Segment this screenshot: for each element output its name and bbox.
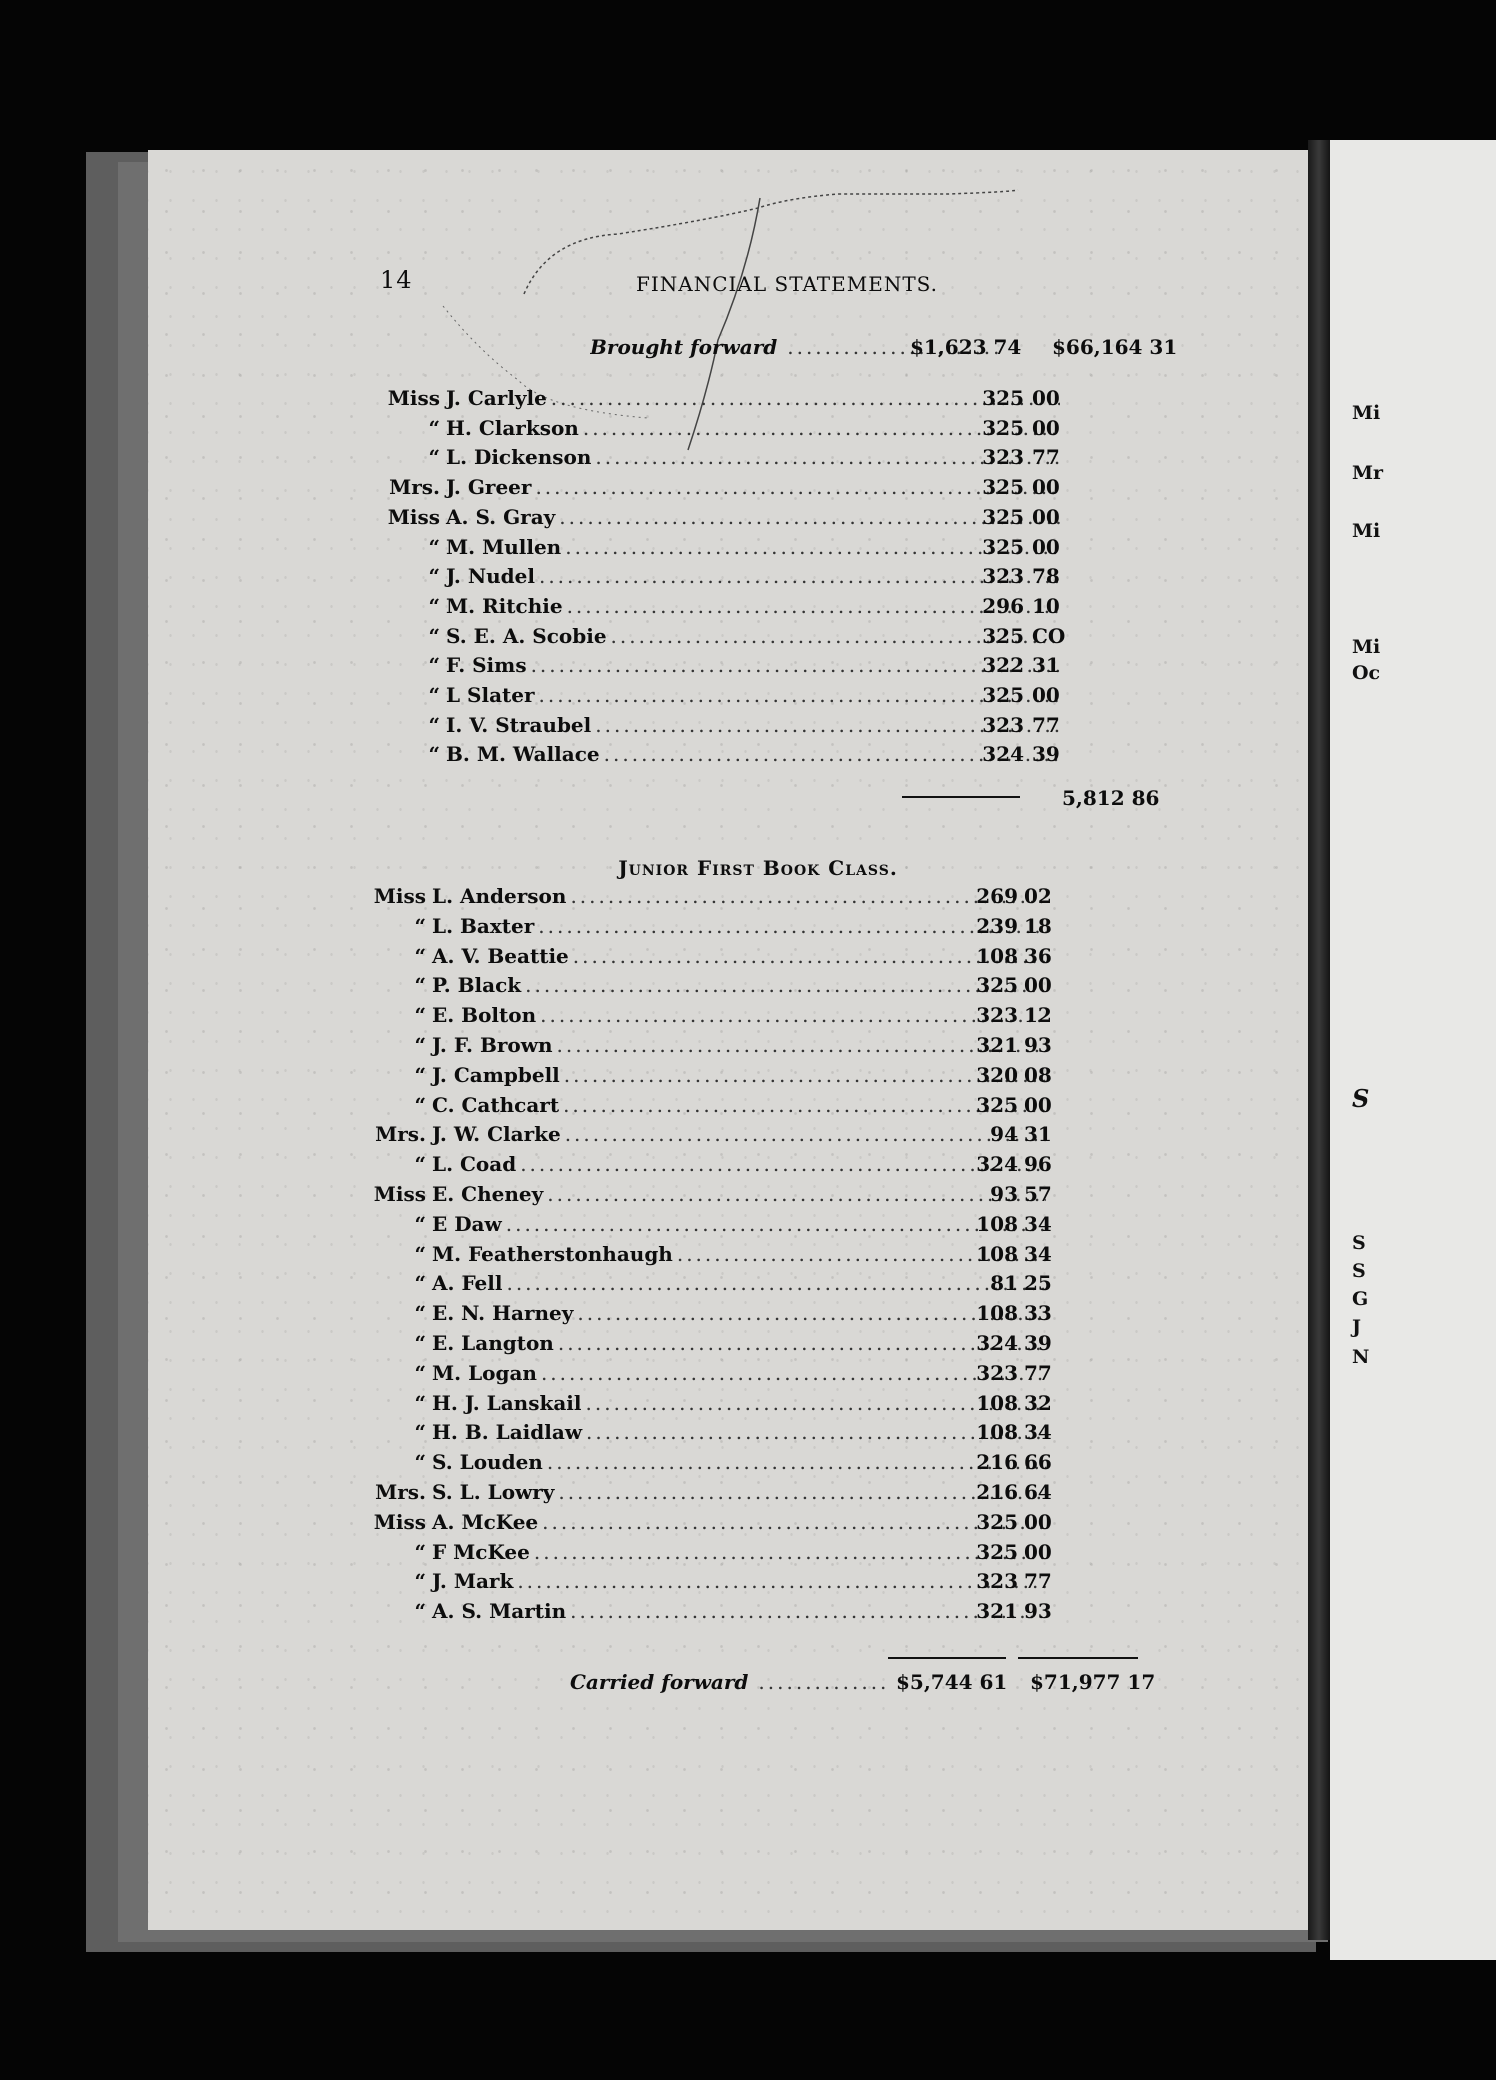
- ledger-row: [148, 1182, 1308, 1210]
- page-number: 14: [380, 266, 413, 294]
- honorific: “: [414, 943, 426, 968]
- amount-dollars: 325: [976, 1509, 1018, 1534]
- amount-cents: 08: [1024, 1062, 1052, 1087]
- amount-cents: 39: [1032, 742, 1060, 767]
- facing-page: [1330, 140, 1496, 1960]
- amount-dollars: 81: [990, 1271, 1018, 1296]
- teacher-name: J. Carlyle: [446, 386, 547, 410]
- ledger-row: [148, 1599, 1308, 1627]
- amount-dollars: 324: [976, 1152, 1018, 1177]
- amount-cents: 31: [1032, 653, 1060, 678]
- honorific: “: [414, 1420, 426, 1445]
- ledger-row: [148, 884, 1308, 912]
- amount-cents: 34: [1024, 1420, 1052, 1445]
- honorific: “: [414, 1211, 426, 1236]
- teacher-name: F McKee: [432, 1539, 530, 1564]
- teacher-name: S. Louden: [432, 1450, 543, 1475]
- amount-cents: 34: [1024, 1241, 1052, 1266]
- amount-dollars: 322: [982, 653, 1024, 678]
- honorific: “: [414, 1241, 426, 1266]
- teacher-name: A. S. Gray: [446, 504, 556, 529]
- amount-cents: 00: [1032, 683, 1060, 707]
- ledger-row: [148, 742, 1308, 770]
- honorific: “: [428, 534, 440, 559]
- carried-forward-row: [148, 1670, 1308, 1698]
- amount-dollars: 94: [990, 1122, 1018, 1147]
- honorific: Mrs.: [375, 1480, 426, 1504]
- teacher-name: E Daw: [432, 1211, 502, 1236]
- ledger-row: [148, 1033, 1308, 1061]
- ledger-row: [148, 1361, 1308, 1389]
- honorific: “: [414, 1390, 426, 1415]
- ledger-page: [148, 150, 1308, 1930]
- amount-cents: 77: [1024, 1569, 1052, 1594]
- amount-dollars: 325: [976, 1539, 1018, 1564]
- teacher-name: L. Baxter: [432, 913, 535, 938]
- amount-dollars: 323: [982, 712, 1024, 737]
- teacher-name: E. Cheney: [432, 1182, 544, 1206]
- brought-forward-label: Brought forward: [590, 335, 778, 359]
- teacher-name: J. Nudel: [446, 564, 535, 589]
- facing-fragment: Mi: [1352, 520, 1381, 542]
- ledger-row: [148, 1540, 1308, 1568]
- honorific: “: [428, 742, 440, 767]
- teacher-name: A. V. Beattie: [432, 943, 569, 968]
- teacher-name: M. Featherstonhaugh: [432, 1241, 673, 1266]
- ledger-row: [148, 914, 1308, 942]
- amount-dollars: 216: [976, 1480, 1018, 1504]
- ledger-row: [148, 1242, 1308, 1270]
- amount-cents: CO: [1032, 623, 1066, 648]
- amount-dollars: 108: [976, 1390, 1018, 1415]
- amount-cents: 10: [1032, 593, 1060, 618]
- ledger-row: [148, 1093, 1308, 1121]
- honorific: Mrs.: [375, 1122, 426, 1147]
- amount-cents: 77: [1032, 712, 1060, 737]
- brought-forward-row: [148, 335, 1308, 363]
- honorific: Miss: [387, 386, 440, 410]
- amount-cents: 00: [1024, 1092, 1052, 1117]
- ledger-row: [148, 1122, 1308, 1150]
- ledger-row: [148, 973, 1308, 1001]
- ledger-row: [148, 1301, 1308, 1329]
- honorific: “: [428, 593, 440, 618]
- honorific: “: [414, 1599, 426, 1624]
- facing-fragment: G: [1352, 1288, 1369, 1310]
- amount-dollars: 320: [976, 1062, 1018, 1087]
- amount-dollars: 108: [976, 1241, 1018, 1266]
- amount-cents: 00: [1024, 1509, 1052, 1534]
- honorific: “: [414, 1033, 426, 1057]
- carried-forward-col2: $71,977 17: [1030, 1670, 1156, 1694]
- amount-cents: 00: [1032, 415, 1060, 440]
- amount-cents: 77: [1032, 445, 1060, 470]
- carried-forward-label: Carried forward: [570, 1670, 749, 1694]
- amount-cents: 93: [1024, 1033, 1052, 1057]
- amount-cents: 12: [1024, 1003, 1052, 1028]
- amount-dollars: 325: [982, 415, 1024, 440]
- teacher-name: J. F. Brown: [432, 1033, 553, 1057]
- ledger-row: [148, 1331, 1308, 1359]
- teacher-name: B. M. Wallace: [446, 742, 600, 767]
- teacher-name: M. Logan: [432, 1360, 537, 1385]
- honorific: “: [414, 1092, 426, 1117]
- honorific: “: [428, 623, 440, 648]
- honorific: “: [428, 653, 440, 678]
- carry-rule-1: [888, 1657, 1006, 1659]
- amount-dollars: 108: [976, 943, 1018, 968]
- amount-cents: 77: [1024, 1360, 1052, 1385]
- honorific: Miss: [373, 1509, 426, 1534]
- amount-cents: 00: [1032, 386, 1060, 410]
- amount-dollars: 239: [976, 913, 1018, 938]
- teacher-name: F. Sims: [446, 653, 527, 678]
- amount-dollars: 323: [976, 1569, 1018, 1594]
- honorific: “: [414, 973, 426, 998]
- amount-cents: 96: [1024, 1152, 1052, 1177]
- amount-dollars: 323: [982, 564, 1024, 589]
- facing-fragment: S: [1352, 1232, 1366, 1254]
- page-title: FINANCIAL STATEMENTS.: [636, 272, 939, 296]
- teacher-name: S. E. A. Scobie: [446, 623, 607, 648]
- amount-cents: 18: [1024, 913, 1052, 938]
- amount-dollars: 321: [976, 1599, 1018, 1624]
- teacher-name: H. J. Lanskail: [432, 1390, 582, 1415]
- facing-fragment: Mi: [1352, 402, 1381, 424]
- ledger-row: [148, 1063, 1308, 1091]
- honorific: Miss: [373, 884, 426, 908]
- facing-fragment: Mi: [1352, 636, 1381, 658]
- amount-dollars: 216: [976, 1450, 1018, 1475]
- ledger-row: [148, 386, 1308, 414]
- amount-cents: 25: [1024, 1271, 1052, 1296]
- amount-cents: 57: [1024, 1182, 1052, 1206]
- honorific: Miss: [387, 504, 440, 529]
- ledger-row: [148, 1152, 1308, 1180]
- facing-fragment: S: [1352, 1260, 1366, 1282]
- book-gutter: [1308, 140, 1330, 1940]
- honorific: “: [414, 1003, 426, 1028]
- section-title: Junior First Book Class.: [618, 856, 898, 880]
- ledger-row: [148, 445, 1308, 473]
- amount-dollars: 325: [982, 504, 1024, 529]
- teacher-name: M. Mullen: [446, 534, 562, 559]
- facing-fragment: S: [1352, 1084, 1370, 1113]
- teacher-name: A. S. Martin: [432, 1599, 567, 1624]
- teacher-name: L Slater: [446, 683, 535, 707]
- honorific: “: [428, 712, 440, 737]
- facing-fragment: J: [1352, 1316, 1361, 1338]
- amount-cents: 78: [1032, 564, 1060, 589]
- amount-dollars: 108: [976, 1301, 1018, 1326]
- teacher-name: S. L. Lowry: [432, 1480, 555, 1504]
- ledger-row: [148, 1003, 1308, 1031]
- honorific: “: [428, 564, 440, 589]
- teacher-name: H. Clarkson: [446, 415, 579, 440]
- ledger-row: [148, 1420, 1308, 1448]
- teacher-name: L. Dickenson: [446, 445, 592, 470]
- honorific: “: [414, 1450, 426, 1475]
- amount-cents: 02: [1024, 884, 1052, 908]
- honorific: “: [414, 1539, 426, 1564]
- amount-cents: 39: [1024, 1331, 1052, 1355]
- amount-cents: 34: [1024, 1211, 1052, 1236]
- brought-forward-col1: $1,623 74: [910, 335, 1022, 359]
- amount-dollars: 269: [976, 884, 1018, 908]
- ledger-row: [148, 416, 1308, 444]
- honorific: “: [428, 415, 440, 440]
- amount-cents: 33: [1024, 1301, 1052, 1326]
- teacher-name: J. W. Clarke: [432, 1122, 561, 1147]
- teacher-name: E. Langton: [432, 1331, 554, 1355]
- teacher-name: E. N. Harney: [432, 1301, 574, 1326]
- amount-dollars: 325: [982, 386, 1024, 410]
- honorific: “: [414, 1569, 426, 1594]
- ledger-row: [148, 1450, 1308, 1478]
- amount-cents: 36: [1024, 943, 1052, 968]
- teacher-name: C. Cathcart: [432, 1092, 560, 1117]
- honorific: “: [428, 445, 440, 470]
- carried-forward-col1: $5,744 61: [896, 1670, 1008, 1694]
- ledger-row: [148, 505, 1308, 533]
- amount-dollars: 321: [976, 1033, 1018, 1057]
- amount-cents: 00: [1024, 973, 1052, 998]
- amount-dollars: 324: [976, 1331, 1018, 1355]
- honorific: Mrs.: [389, 475, 440, 500]
- facing-fragment: N: [1352, 1346, 1370, 1368]
- teacher-name: L. Coad: [432, 1152, 517, 1177]
- amount-cents: 66: [1024, 1450, 1052, 1475]
- honorific: “: [414, 1271, 426, 1296]
- ledger-row: [148, 535, 1308, 563]
- amount-dollars: 323: [982, 445, 1024, 470]
- teacher-name: J. Campbell: [432, 1062, 560, 1087]
- ledger-row: [148, 1510, 1308, 1538]
- brought-forward-col2: $66,164 31: [1052, 335, 1178, 359]
- teacher-name: J. Greer: [446, 475, 532, 500]
- amount-dollars: 296: [982, 593, 1024, 618]
- teacher-name: E. Bolton: [432, 1003, 537, 1028]
- amount-dollars: 108: [976, 1211, 1018, 1236]
- honorific: Miss: [373, 1182, 426, 1206]
- facing-fragment: Oc: [1352, 662, 1381, 684]
- ledger-row: [148, 1391, 1308, 1419]
- carry-rule-2: [1018, 1657, 1138, 1659]
- amount-dollars: 93: [990, 1182, 1018, 1206]
- amount-dollars: 325: [982, 623, 1024, 648]
- amount-cents: 00: [1024, 1539, 1052, 1564]
- amount-dollars: 108: [976, 1420, 1018, 1445]
- amount-dollars: 324: [982, 742, 1024, 767]
- amount-dollars: 325: [982, 475, 1024, 500]
- honorific: “: [414, 1331, 426, 1355]
- teacher-name: L. Anderson: [432, 884, 567, 908]
- teacher-name: H. B. Laidlaw: [432, 1420, 583, 1445]
- facing-fragment: Mr: [1352, 462, 1384, 484]
- honorific: “: [414, 1152, 426, 1177]
- amount-dollars: 323: [976, 1003, 1018, 1028]
- group1-total-row: [148, 786, 1308, 814]
- ledger-row: [148, 713, 1308, 741]
- teacher-name: M. Ritchie: [446, 593, 563, 618]
- teacher-name: I. V. Straubel: [446, 712, 592, 737]
- ledger-row: [148, 1271, 1308, 1299]
- amount-dollars: 325: [976, 973, 1018, 998]
- amount-cents: 00: [1032, 475, 1060, 500]
- amount-cents: 93: [1024, 1599, 1052, 1624]
- ledger-row: [148, 594, 1308, 622]
- ledger-row: [148, 624, 1308, 652]
- ledger-row: [148, 653, 1308, 681]
- teacher-name: A. McKee: [432, 1509, 539, 1534]
- honorific: “: [414, 1301, 426, 1326]
- teacher-name: A. Fell: [432, 1271, 503, 1296]
- ledger-row: [148, 1569, 1308, 1597]
- ledger-row: [148, 683, 1308, 711]
- amount-cents: 00: [1032, 504, 1060, 529]
- amount-dollars: 325: [976, 1092, 1018, 1117]
- group1-total: 5,812 86: [1062, 786, 1160, 810]
- amount-dollars: 323: [976, 1360, 1018, 1385]
- ledger-row: [148, 475, 1308, 503]
- amount-cents: 00: [1032, 534, 1060, 559]
- amount-dollars: 325: [982, 534, 1024, 559]
- ledger-row: [148, 944, 1308, 972]
- ledger-row: [148, 1212, 1308, 1240]
- teacher-name: J. Mark: [432, 1569, 514, 1594]
- honorific: “: [414, 913, 426, 938]
- honorific: “: [414, 1360, 426, 1385]
- teacher-name: P. Black: [432, 973, 522, 998]
- ledger-row: [148, 1480, 1308, 1508]
- honorific: “: [428, 683, 440, 707]
- amount-cents: 32: [1024, 1390, 1052, 1415]
- ledger-row: [148, 564, 1308, 592]
- amount-dollars: 325: [982, 683, 1024, 707]
- amount-cents: 64: [1024, 1480, 1052, 1504]
- honorific: “: [414, 1062, 426, 1087]
- amount-cents: 31: [1024, 1122, 1052, 1147]
